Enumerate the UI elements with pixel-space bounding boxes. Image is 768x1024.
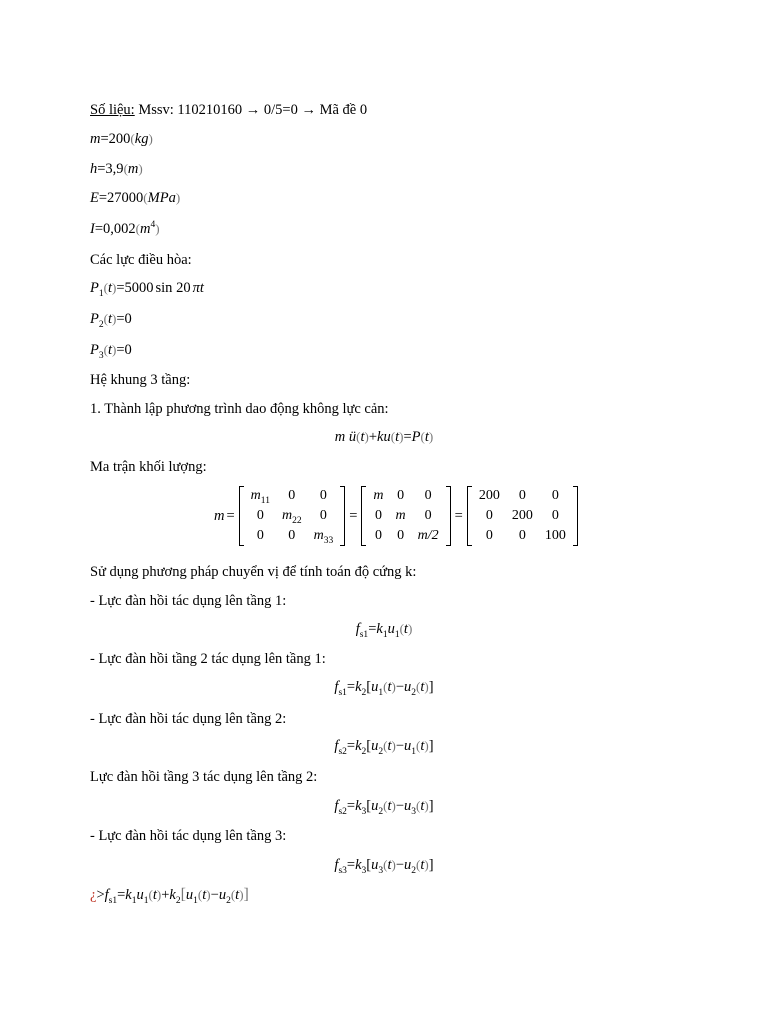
stiffness-label-1: - Lực đàn hồi tác dụng lên tầng 1: [90, 593, 287, 609]
param-m: m=200(kg) [90, 131, 153, 147]
stiffness-eq-3: $f_{s2}=k_2[u_2(t)-u_1(t)]$ [334, 738, 434, 757]
matrix-symbolic: $m_{11}$ 0 0 0 $m_{22}$ 0 0 0 $m_{33}$ [239, 486, 346, 546]
stiffness-eq-2: $f_{s1}=k_2[u_1(t)-u_2(t)]$ [334, 679, 434, 698]
stiffness-eq-5: $f_{s3}=k_3[u_3(t)-u_2(t)]$ [334, 857, 434, 876]
force-p3: $P_3(t)=0$ [90, 342, 132, 361]
stiffness-label-3: - Lực đàn hồi tác dụng lên tầng 2: [90, 711, 287, 727]
stiffness-label-2: - Lực đàn hồi tầng 2 tác dụng lên tầng 1: [90, 651, 326, 667]
stiffness-label-5: - Lực đàn hồi tác dụng lên tầng 3: [90, 828, 287, 844]
force-p2: $P_2(t)=0$ [90, 311, 132, 330]
param-I: $I=0,002(m^4)$ [90, 220, 160, 237]
matrix-numeric: 200 0 0 0 200 0 0 0 100 [467, 486, 578, 546]
combined-force-line: ¿$>f_{s1}=k_1u_1(t)+k_2[u_1(t)-u_2(t)]$ [90, 886, 249, 906]
stiffness-eq-1: $f_{s1}=k_1u_1(t)$ [355, 621, 413, 640]
section1-title: 1. Thành lập phương trình dao động không lực cản: [90, 401, 389, 417]
header-text: Mssv: 110210160 → 0/5=0 → Mã đề 0 [134, 102, 368, 118]
header-label: Số liệu: [90, 102, 135, 118]
forces-heading: Các lực điều hòa: [90, 252, 192, 268]
frame-heading: Hệ khung 3 tầng: [90, 372, 191, 388]
mass-lhs: m [214, 507, 225, 524]
header-line [90, 101, 367, 119]
stiffness-label-4: Lực đàn hồi tầng 3 tác dụng lên tầng 2: [90, 769, 318, 785]
matrix-parametric: m 0 0 0 m 0 0 0 m/2 [361, 486, 450, 546]
inverted-question-glyph: ¿ [90, 887, 97, 903]
mass-matrix-heading: Ma trận khối lượng: [90, 459, 207, 475]
param-h: h=3,9(m) [90, 161, 143, 177]
stiffness-eq-4: $f_{s2}=k_3[u_2(t)-u_3(t)]$ [334, 798, 434, 817]
equation-of-motion: m ü(t)+ku(t)=P(t) [334, 429, 434, 445]
mass-matrix-equation: m = $m_{11}$ 0 0 0 $m_{22}$ 0 0 0 $m_{33}$ = m 0 0 0 m 0 0 0 m/2 = 200 0 0 0 200 0 0 0 100 [214, 486, 580, 546]
param-E: E=27000(MPa) [90, 190, 181, 206]
force-p1: $P_1(t)=5000$ sin 20 πt [90, 280, 204, 299]
stiffness-intro: Sử dụng phương pháp chuyển vị để tính toán độ cứng k: [90, 564, 417, 580]
